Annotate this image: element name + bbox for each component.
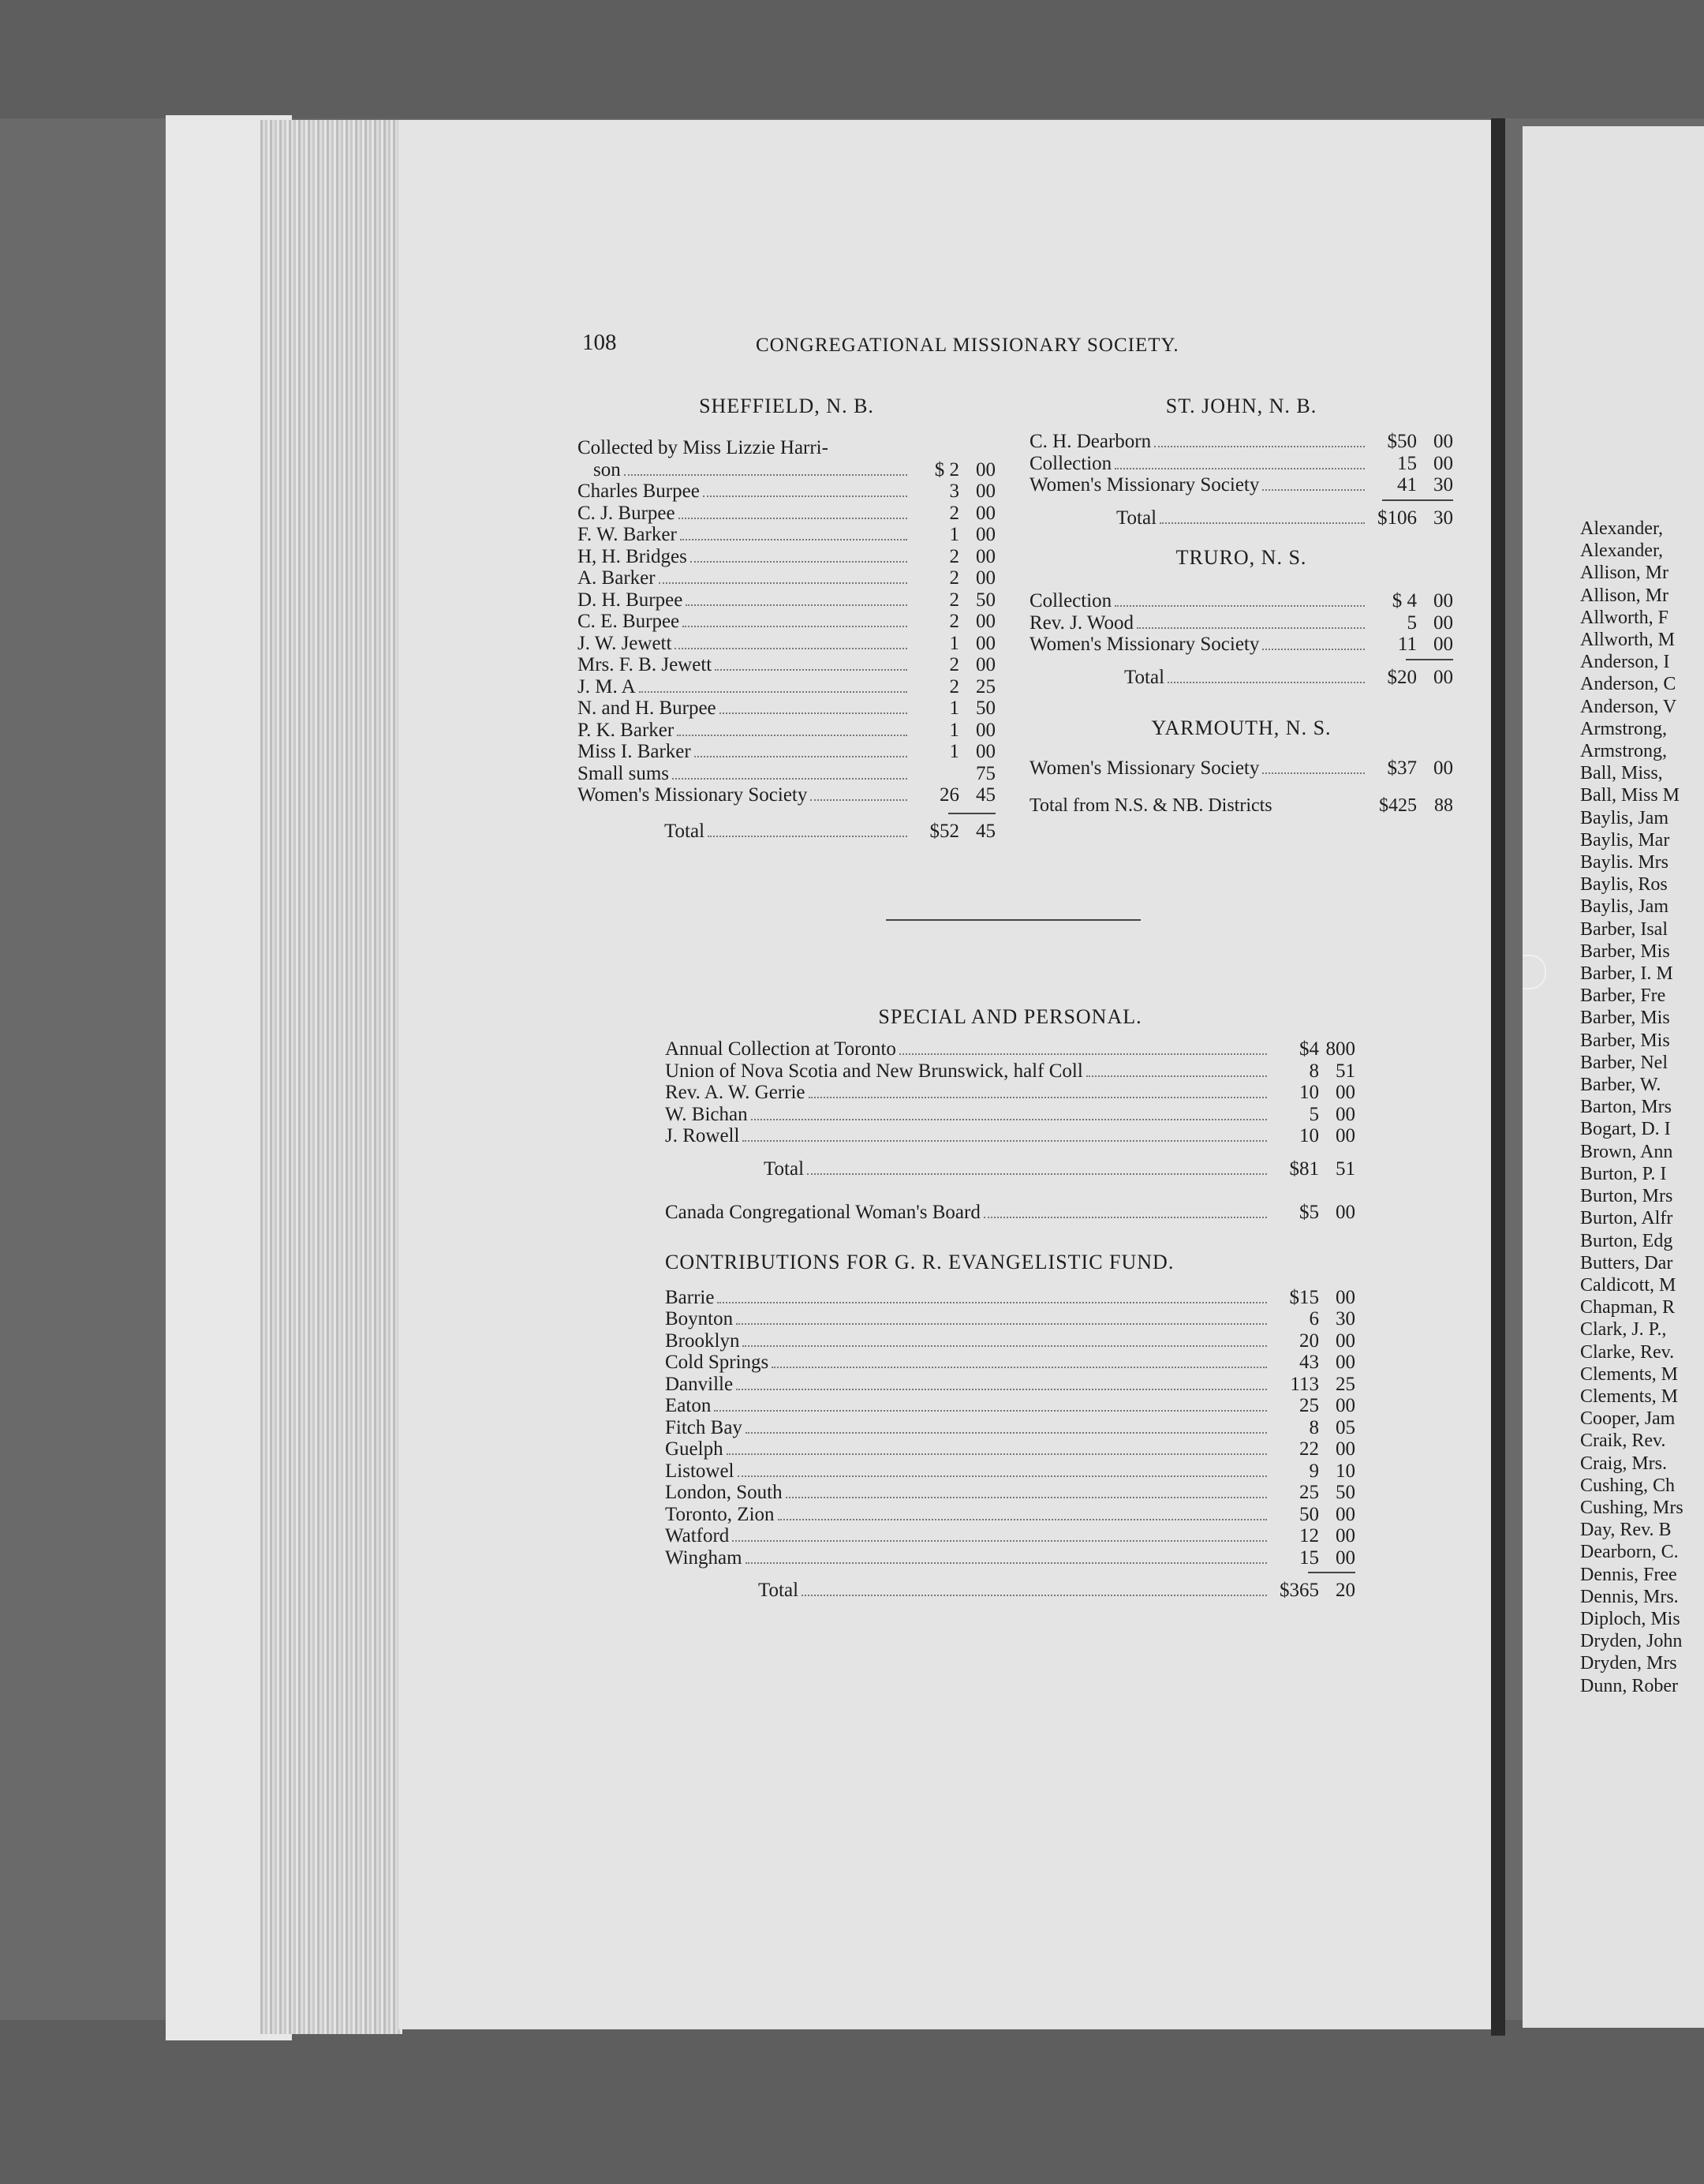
entry-amount: 5 00	[1309, 1103, 1355, 1125]
st-john-list	[1030, 431, 1453, 496]
index-entry: Armstrong,	[1580, 741, 1667, 762]
index-entry: Allison, Mr	[1580, 585, 1669, 606]
total-amount: $365 20	[1280, 1580, 1355, 1601]
entry-label: Women's Missionary Society	[577, 784, 808, 806]
list-item	[1030, 612, 1453, 634]
list-item	[577, 524, 996, 546]
total-row	[665, 1158, 1355, 1180]
leader-dots	[736, 1323, 1267, 1325]
list-item	[665, 1438, 1355, 1460]
index-entry: Dennis, Mrs.	[1580, 1586, 1679, 1607]
entry-label: Canada Congregational Woman's Board	[665, 1202, 981, 1223]
total-label: Total	[1124, 666, 1165, 688]
list-item	[577, 784, 996, 806]
entry-amount: 2 25	[949, 675, 996, 697]
page-edge-stack	[260, 120, 402, 2034]
index-entry: Allworth, M	[1580, 630, 1675, 651]
list-item	[577, 633, 996, 655]
entry-label: son	[593, 458, 621, 481]
index-entry: Ball, Miss,	[1580, 763, 1663, 784]
leader-dots	[677, 735, 907, 736]
entry-label: Watford	[665, 1525, 730, 1546]
scan-background-bottom	[0, 2020, 1704, 2184]
sum-rule	[948, 813, 996, 821]
book-gutter	[1491, 118, 1505, 2036]
sheffield-list	[577, 481, 996, 806]
leader-dots	[639, 691, 907, 693]
entry-amount: 2 00	[949, 545, 996, 567]
entry-label: Women's Missionary Society	[1030, 757, 1260, 779]
leader-dots	[1262, 772, 1365, 774]
entry-label: Small sums	[577, 762, 669, 784]
index-entry: Dryden, John	[1580, 1631, 1683, 1652]
leader-dots	[802, 1595, 1267, 1596]
right-page-index	[1580, 518, 1683, 1697]
entry-amount: 22 00	[1299, 1438, 1355, 1460]
index-entry: Dearborn, C.	[1580, 1542, 1679, 1563]
entry-amount: 1 00	[949, 632, 996, 654]
page-number: 108	[582, 330, 617, 355]
leader-dots	[778, 1519, 1267, 1520]
list-item	[577, 503, 996, 525]
leader-dots	[1115, 605, 1365, 607]
list-item	[577, 720, 996, 742]
entry-label: J. Rowell	[665, 1125, 740, 1146]
entry-amount: 8 51	[1309, 1060, 1355, 1082]
leader-dots	[694, 756, 907, 757]
entry-label: Rev. J. Wood	[1030, 611, 1134, 634]
entry-amount: 2 00	[949, 502, 996, 524]
section-divider	[886, 919, 1141, 921]
district-total-label: Total from N.S. & NB. Districts	[1030, 795, 1272, 816]
list-item	[577, 437, 996, 459]
list-item	[577, 763, 996, 785]
entry-label: Miss I. Barker	[577, 741, 691, 762]
entry-amount: 12 00	[1299, 1525, 1355, 1546]
entry-amount: 26 45	[940, 784, 996, 806]
total-row	[577, 821, 996, 843]
list-item	[577, 567, 996, 589]
index-entry: Cooper, Jam	[1580, 1408, 1676, 1430]
special-section	[665, 1004, 1355, 1602]
leader-dots	[717, 1302, 1267, 1303]
entry-label: Eaton	[665, 1395, 712, 1416]
yarmouth-title: YARMOUTH, N. S.	[1151, 716, 1332, 739]
list-item	[665, 1460, 1355, 1483]
entry-label: Women's Missionary Society	[1030, 634, 1260, 655]
binding-hole	[1523, 955, 1546, 989]
entry-label: Brooklyn	[665, 1329, 740, 1352]
entry-amount: 11 00	[1397, 634, 1453, 655]
entry-amount: 1 00	[949, 524, 996, 545]
leader-dots	[807, 1173, 1267, 1175]
leader-dots	[624, 474, 907, 476]
list-item	[1030, 474, 1453, 496]
leader-dots	[690, 561, 907, 563]
entry-label: Collection	[1030, 590, 1112, 611]
sum-rule	[1308, 1572, 1355, 1580]
leader-dots	[703, 496, 907, 497]
total-label: Total	[764, 1157, 805, 1180]
list-item	[665, 1504, 1355, 1526]
entry-amount: $ 4 00	[1392, 590, 1453, 611]
list-item	[1030, 634, 1453, 656]
entry-amount: 6 30	[1309, 1308, 1355, 1329]
list-item	[665, 1547, 1355, 1569]
list-item	[577, 676, 996, 698]
list-item	[577, 611, 996, 633]
sheffield-title: SHEFFIELD, N. B.	[699, 395, 874, 417]
list-item	[665, 1352, 1355, 1374]
entry-label: Listowel	[665, 1460, 734, 1482]
list-item	[665, 1330, 1355, 1352]
entry-amount: 1 00	[949, 719, 996, 741]
entry-label: Wingham	[665, 1546, 742, 1569]
sum-rule	[1382, 499, 1453, 507]
leader-dots	[742, 1140, 1267, 1142]
leader-dots	[719, 712, 907, 714]
list-item	[665, 1417, 1355, 1439]
leader-dots	[899, 1053, 1267, 1055]
list-item	[1030, 453, 1453, 475]
leader-dots	[1115, 468, 1365, 469]
special-list	[665, 1038, 1355, 1147]
list-item	[577, 589, 996, 611]
index-entry: Cushing, Ch	[1580, 1475, 1676, 1496]
list-item	[665, 1038, 1355, 1060]
index-entry: Craig, Mrs.	[1580, 1453, 1667, 1474]
entry-amount: 2 00	[949, 567, 996, 589]
entry-amount: 1 50	[949, 697, 996, 719]
index-entry: Barber, Isal	[1580, 918, 1668, 940]
leader-dots	[680, 539, 907, 540]
list-item	[577, 546, 996, 568]
entry-label: C. E. Burpee	[577, 611, 680, 632]
total-label: Total	[664, 820, 705, 842]
evangelistic-title: CONTRIBUTIONS FOR G. R. EVANGELISTIC FUND.	[665, 1250, 1175, 1273]
entry-amount: 8 05	[1309, 1416, 1355, 1438]
index-entry: Barber, Mis	[1580, 1008, 1670, 1029]
leader-dots	[682, 626, 907, 627]
index-entry: Burton, P. I	[1580, 1163, 1667, 1184]
index-entry: Day, Rev. B	[1580, 1520, 1672, 1541]
entry-amount: $5 00	[1299, 1202, 1355, 1223]
index-entry: Clements, M	[1580, 1386, 1678, 1407]
list-item	[665, 1525, 1355, 1547]
entry-label: Rev. A. W. Gerrie	[665, 1082, 805, 1103]
index-entry: Chapman, R	[1580, 1297, 1675, 1318]
leader-dots	[1086, 1075, 1267, 1077]
index-entry: Allison, Mr	[1580, 563, 1669, 584]
index-entry: Baylis, Jam	[1580, 807, 1668, 828]
entry-amount: 2 00	[949, 654, 996, 675]
list-item	[577, 459, 996, 481]
list-item	[577, 654, 996, 676]
entry-label: Mrs. F. B. Jewett	[577, 654, 712, 675]
entry-label: A. Barker	[577, 567, 656, 589]
st-john-title: ST. JOHN, N. B.	[1165, 395, 1317, 417]
index-entry: Clarke, Rev.	[1580, 1341, 1675, 1363]
list-item	[665, 1395, 1355, 1417]
leader-dots	[984, 1217, 1267, 1218]
entry-amount: 41 30	[1397, 474, 1453, 496]
entry-label: Barrie	[665, 1286, 715, 1308]
index-entry: Bogart, D. I	[1580, 1119, 1671, 1140]
leader-dots	[1262, 649, 1365, 650]
total-row	[1030, 507, 1453, 529]
leader-dots	[678, 518, 907, 519]
index-entry: Clements, M	[1580, 1363, 1678, 1385]
index-entry: Baylis, Mar	[1580, 829, 1670, 851]
leader-dots	[672, 778, 907, 780]
entry-label: H, H. Bridges	[577, 545, 687, 567]
entry-label: Danville	[665, 1373, 734, 1395]
list-item	[665, 1482, 1355, 1504]
leader-dots	[1262, 489, 1365, 491]
entry-label: Cold Springs	[665, 1352, 769, 1373]
leader-dots	[810, 799, 907, 801]
truro-list	[1030, 590, 1453, 656]
index-entry: Burton, Alfr	[1580, 1208, 1673, 1229]
index-entry: Baylis, Ros	[1580, 874, 1668, 896]
entry-label: Charles Burpee	[577, 481, 700, 502]
entry-amount: 2 50	[949, 589, 996, 611]
index-entry: Anderson, C	[1580, 674, 1676, 695]
district-total-row	[1030, 795, 1453, 817]
entry-amount: 10 00	[1299, 1082, 1355, 1103]
entry-amount: 2 00	[949, 611, 996, 632]
list-item	[665, 1308, 1355, 1330]
entry-label: J. W. Jewett	[577, 632, 672, 654]
index-entry: Ball, Miss M	[1580, 785, 1680, 806]
entry-label: J. M. A	[577, 675, 636, 697]
list-item	[665, 1202, 1355, 1224]
index-entry: Barber, Mis	[1580, 1030, 1670, 1051]
leader-dots	[1154, 446, 1365, 447]
entry-amount: 20 00	[1299, 1329, 1355, 1352]
leader-dots	[751, 1119, 1267, 1120]
index-entry: Alexander,	[1580, 518, 1663, 539]
leader-dots	[742, 1345, 1267, 1347]
entry-amount: 113 25	[1290, 1373, 1355, 1395]
index-entry: Anderson, V	[1580, 696, 1677, 717]
total-label: Total	[1116, 507, 1157, 529]
leader-dots	[659, 582, 907, 584]
list-item	[665, 1104, 1355, 1126]
index-entry: Allworth, F	[1580, 607, 1669, 628]
index-entry: Barton, Mrs	[1580, 1097, 1672, 1118]
leader-dots	[809, 1097, 1267, 1098]
total-amount: $81 51	[1289, 1157, 1355, 1180]
leader-dots	[746, 1562, 1267, 1564]
special-title: SPECIAL AND PERSONAL.	[878, 1005, 1142, 1028]
total-label: Total	[758, 1580, 799, 1601]
entry-label: London, South	[665, 1482, 783, 1503]
index-entry: Cushing, Mrs	[1580, 1497, 1683, 1518]
index-entry: Clark, J. P.,	[1580, 1319, 1667, 1341]
index-entry: Dunn, Rober	[1580, 1675, 1678, 1696]
entry-amount: $50 00	[1387, 431, 1453, 452]
entry-amount: 9 10	[1309, 1460, 1355, 1482]
index-entry: Barber, Fre	[1580, 985, 1666, 1007]
entry-amount: 1 00	[949, 741, 996, 762]
index-entry: Barber, Mis	[1580, 941, 1670, 962]
leader-dots	[674, 648, 907, 649]
entry-amount: 43 00	[1299, 1352, 1355, 1373]
list-item	[1030, 590, 1453, 612]
leader-dots	[1137, 627, 1365, 629]
list-item	[577, 481, 996, 503]
entry-amount: 10 00	[1299, 1125, 1355, 1146]
leader-dots	[738, 1475, 1268, 1477]
index-entry: Baylis. Mrs	[1580, 852, 1669, 873]
list-item	[577, 697, 996, 720]
entry-label: Union of Nova Scotia and New Brunswick, half Coll	[665, 1060, 1083, 1082]
total-amount: $52 45	[929, 820, 996, 842]
right-column	[1030, 393, 1453, 817]
index-entry: Baylis, Jam	[1580, 896, 1668, 918]
entry-label: Annual Collection at Toronto	[665, 1038, 896, 1060]
index-entry: Craik, Rev.	[1580, 1430, 1666, 1452]
entry-label: Fitch Bay	[665, 1416, 742, 1438]
entry-label: Boynton	[665, 1308, 734, 1329]
index-entry: Barber, Nel	[1580, 1052, 1668, 1073]
entry-amount: 15 00	[1299, 1546, 1355, 1569]
entry-label: F. W. Barker	[577, 524, 677, 545]
entry-label: W. Bichan	[665, 1103, 748, 1125]
list-item	[665, 1082, 1355, 1104]
list-item	[577, 741, 996, 763]
index-entry: Dryden, Mrs	[1580, 1653, 1677, 1674]
entry-amount: 5 00	[1407, 611, 1453, 634]
leader-dots	[708, 836, 907, 837]
list-item	[665, 1125, 1355, 1147]
entry-label: Toronto, Zion	[665, 1503, 775, 1525]
leader-dots	[1168, 682, 1365, 683]
entry-amount: 15 00	[1397, 452, 1453, 474]
index-entry: Brown, Ann	[1580, 1141, 1673, 1162]
entry-label: C. J. Burpee	[577, 502, 675, 524]
sheffield-section	[577, 393, 996, 842]
entry-amount: $37 00	[1387, 757, 1453, 779]
total-row	[665, 1580, 1355, 1602]
total-amount: $106 30	[1377, 507, 1453, 529]
entry-label: Guelph	[665, 1438, 723, 1460]
total-amount: $20 00	[1387, 666, 1453, 688]
entry-amount: 25 50	[1299, 1482, 1355, 1503]
leader-dots	[732, 1540, 1267, 1542]
total-row	[1030, 667, 1453, 689]
index-entry: Barber, W.	[1580, 1075, 1661, 1096]
list-item	[1030, 431, 1453, 453]
entry-amount: $ 2 00	[934, 458, 996, 481]
entry-label: P. K. Barker	[577, 719, 674, 741]
sum-rule	[1406, 659, 1453, 667]
index-entry: Armstrong,	[1580, 718, 1667, 739]
index-entry: Burton, Mrs	[1580, 1186, 1673, 1207]
index-entry: Diploch, Mis	[1580, 1608, 1680, 1629]
leader-dots	[736, 1389, 1267, 1390]
leader-dots	[786, 1497, 1267, 1498]
truro-title: TRURO, N. S.	[1175, 546, 1307, 569]
list-item	[665, 1374, 1355, 1396]
entry-amount: $15 00	[1289, 1286, 1355, 1308]
index-entry: Barber, I. M	[1580, 963, 1673, 985]
entry-amount: $4 800	[1299, 1038, 1355, 1060]
entry-label: C. H. Dearborn	[1030, 431, 1152, 452]
entry-label: Women's Missionary Society	[1030, 474, 1260, 496]
leader-dots	[772, 1367, 1267, 1368]
entry-label: Collection	[1030, 452, 1112, 474]
index-entry: Caldicott, M	[1580, 1274, 1676, 1296]
list-item	[1030, 757, 1453, 780]
index-entry: Anderson, I	[1580, 652, 1670, 673]
list-item	[665, 1060, 1355, 1083]
leader-dots	[727, 1453, 1267, 1455]
entry-label: N. and H. Burpee	[577, 697, 716, 719]
scan-background-top	[0, 0, 1704, 118]
entry-label: D. H. Burpee	[577, 589, 683, 611]
entry-amount: 50 00	[1299, 1503, 1355, 1525]
leader-dots	[1160, 522, 1365, 524]
leader-dots	[746, 1432, 1267, 1434]
entry-amount: 25 00	[1299, 1395, 1355, 1416]
page-header-title: CONGREGATIONAL MISSIONARY SOCIETY.	[756, 335, 1179, 356]
leader-dots	[686, 604, 907, 606]
leader-dots	[714, 1410, 1267, 1412]
entry-amount: 3 00	[949, 481, 996, 502]
entry-amount: 75	[976, 762, 996, 784]
index-entry: Burton, Edg	[1580, 1230, 1673, 1251]
leader-dots	[715, 669, 907, 671]
district-total-amount: $425 88	[1379, 795, 1453, 816]
evangelistic-list	[665, 1287, 1355, 1569]
index-entry: Alexander,	[1580, 540, 1663, 562]
list-item	[665, 1287, 1355, 1309]
index-entry: Dennis, Free	[1580, 1564, 1677, 1585]
index-entry: Butters, Dar	[1580, 1252, 1673, 1273]
entry-label: Collected by Miss Lizzie Harri-	[577, 437, 828, 458]
